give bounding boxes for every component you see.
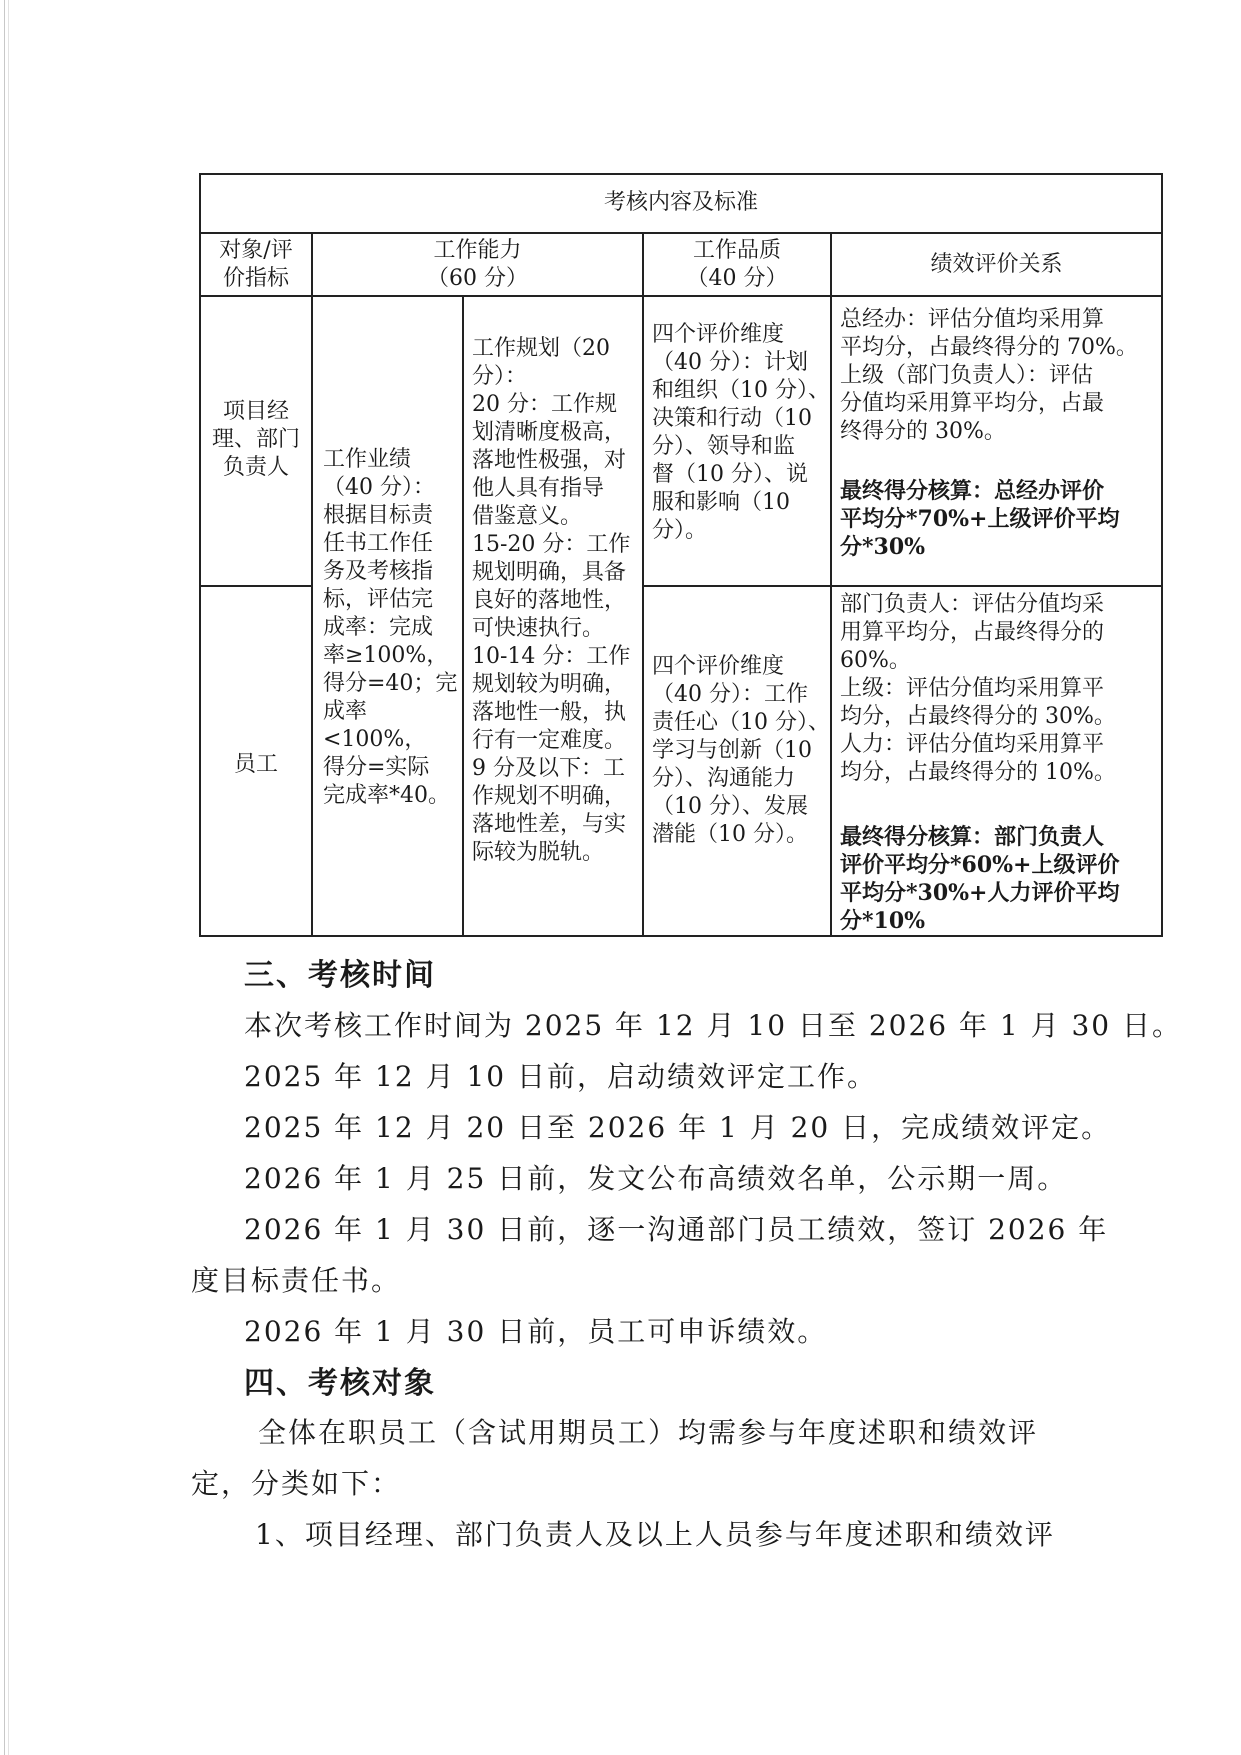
header-ability: 工作能力 （60 分） [427,238,528,291]
table-col-rule-1 [311,232,313,937]
section3-line-2: 2025 年 12 月 10 日前，启动绩效评定工作。 [244,1060,878,1093]
relation-staff-formula: 最终得分核算：部门负责人 评价平均分*60%+上级评价 平均分*30%+人力评价平均 分*10% [840,824,1120,934]
header-relation: 绩效评价关系 [930,252,1063,277]
section3-line-4: 2026 年 1 月 25 日前，发文公布高绩效名单，公示期一周。 [244,1162,1068,1195]
header-object: 对象/评 价指标 [219,238,293,291]
table-rule-header [199,295,1163,297]
section3-line-1: 本次考核工作时间为 2025 年 12 月 10 日至 2026 年 1 月 30 日。 [244,1009,1183,1042]
relation-manager-formula: 最终得分核算：总经办评价 平均分*70%+上级评价平均 分*30% [840,478,1120,560]
row-label-staff: 员工 [233,752,278,777]
section4-line-2: 定，分类如下： [191,1467,402,1500]
table-rule-row-right [643,585,1163,587]
table-border-bottom [199,935,1163,937]
section3-line-5: 2026 年 1 月 30 日前，逐一沟通部门员工绩效，签订 2026 年 [244,1213,1109,1246]
section4-line-3: 1、项目经理、部门负责人及以上人员参与年度述职和绩效评 [255,1518,1055,1551]
table-rule-title [199,232,1163,234]
relation-staff: 部门负责人：评估分值均采 用算平均分，占最终得分的 60%。 上级：评估分值均采用算平 均分，占最终得分的 30%。 人力：评估分值均采用算平 均分，占最终得分的 10%。 [840,592,1116,785]
assessment-table [199,173,1163,937]
section3-line-6: 度目标责任书。 [191,1264,402,1297]
section4-line-1: 全体在职员工（含试用期员工）均需参与年度述职和绩效评 [258,1416,1039,1449]
section3-line-3: 2025 年 12 月 20 日至 2026 年 1 月 20 日，完成绩效评定。 [244,1111,1112,1144]
quality-manager: 四个评价维度 （40 分）：计划 和组织（10 分）、 决策和行动（10 分）、领导和监 督（10 分）、说 服和影响（10 分）。 [652,322,830,543]
table-border-top [199,173,1163,175]
performance-criteria: 工作业绩 （40 分）： 根据目标责 任书工作任 务及考核指 标，评估完 成率：完成 率≥100%， 得分=40；完 成率<100%， 得分=实际 完成率*40。 [323,447,458,808]
quality-staff: 四个评价维度 （40 分）：工作 责任心（10 分）、 学习与创新（10 分）、沟通能力 （10 分）、发展 潜能（10 分）。 [652,654,830,847]
table-title: 考核内容及标准 [603,190,758,215]
row-label-manager: 项目经 理、部门 负责人 [211,399,300,480]
section3-heading: 三、考核时间 [244,958,436,993]
scan-edge-inner [8,0,9,1755]
section3-line-7: 2026 年 1 月 30 日前，员工可申诉绩效。 [244,1315,828,1348]
relation-manager: 总经办：评估分值均采用算 平均分，占最终得分的 70%。 上级（部门负责人）：评估 分值均采用算平均分，占最 终得分的 30%。 [840,307,1138,444]
scan-edge [4,0,5,1755]
table-rule-row-object [199,585,312,587]
table-border-right [1161,173,1163,937]
header-quality: 工作品质 （40 分） [686,238,788,291]
section4-heading: 四、考核对象 [244,1366,436,1401]
planning-criteria: 工作规划（20 分）： 20 分：工作规 划清晰度极高， 落地性极强，对 他人具有指导 借鉴意义。 15-20 分：工作 规划明确，具备 良好的落地性， 可快速执行。 10-14 分：工作 规划较为明确， 落地性一般，执 行有一定难度。 9 分及以下：工 作规划不明确， 落地性差，与实 际较为脱轨。 [472,336,631,865]
